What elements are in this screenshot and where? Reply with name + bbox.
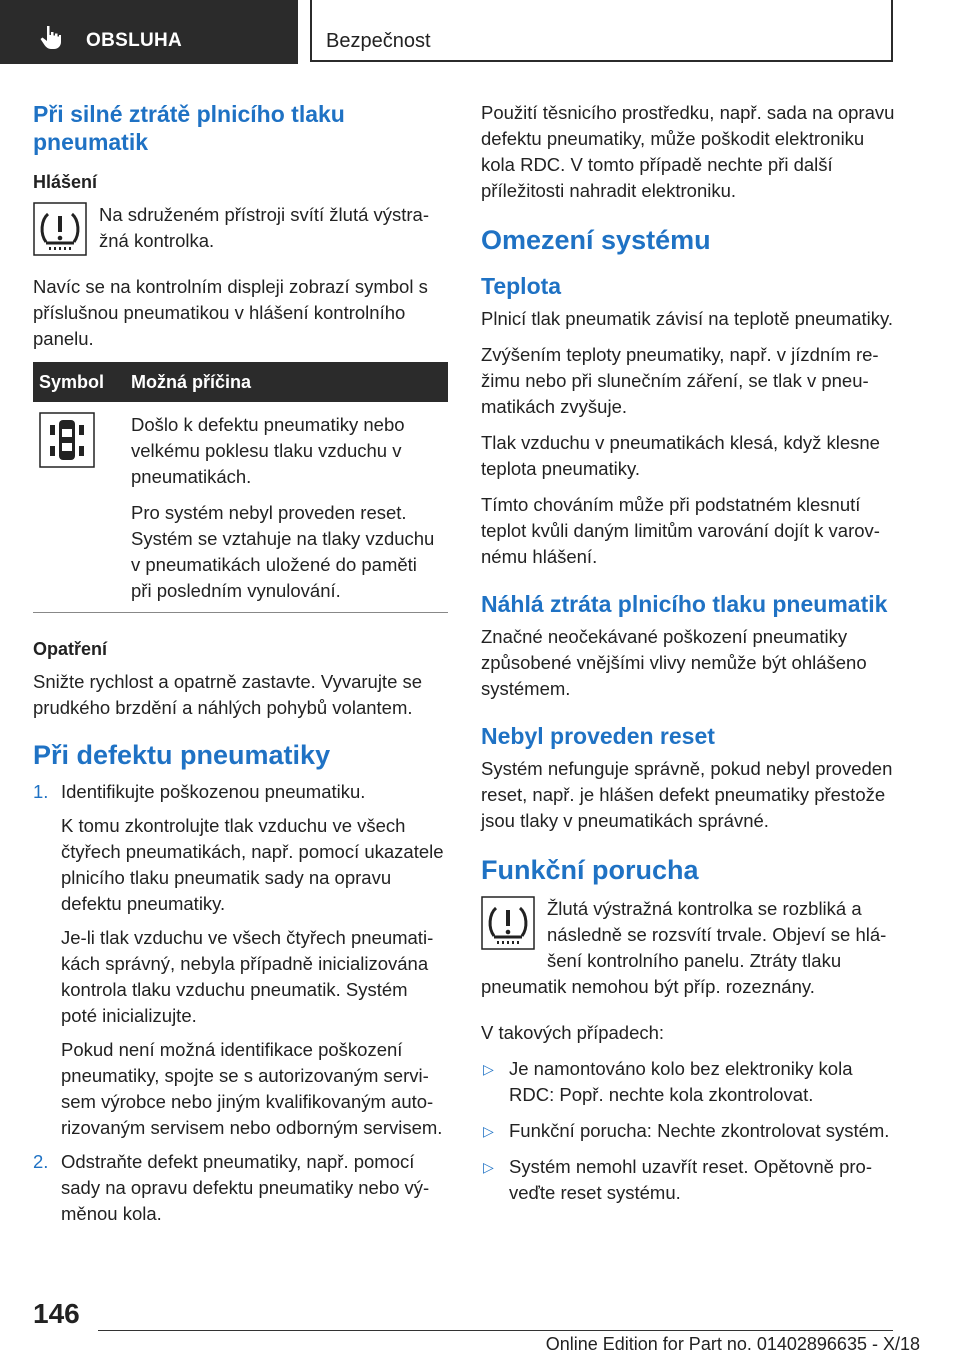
message-text: Na sdruženém přístroji svítí žlutá výstražná kontrolka. — [99, 204, 430, 251]
table-header-symbol: Symbol — [33, 362, 125, 402]
steps-list — [33, 779, 448, 1227]
car-tires-icon — [39, 412, 95, 468]
step-detail: Je-li tlak vzduchu ve všech čtyřech pneumatikách správný, nebyla případně inicializována kontrola tlaku vzduchu pneumatik. Systém poté inicializujte. — [61, 927, 434, 1026]
heading-pressure-loss: Při silné ztrátě plnicího tlaku pneumatik — [33, 101, 345, 155]
edition-text: Online Edition for Part no. 01402896635 - X/18 — [545, 1334, 920, 1354]
malfunction-text-cont: pneumatik nemohou být příp. rozeznány. — [481, 976, 815, 997]
triangle-bullet-icon: ▷ — [483, 1061, 494, 1077]
cause-text-1: Došlo k defektu pneumatiky nebo velkému poklesu tlaku vzduchu v pneumatikách. — [131, 414, 405, 487]
table-header-cause: Možná příčina — [125, 362, 448, 402]
footer-edition — [546, 1334, 920, 1355]
hand-pointer-icon — [38, 24, 64, 50]
sealant-text: Použití těsnicího prostředku, např. sada na opravu defektu pneumatiky, může poškodit elektroniku kola RDC. V tomto případě nechte při další příležitosti nahradit elektroniku. — [481, 102, 895, 201]
table-row — [33, 402, 448, 613]
page-number: 146 — [33, 1298, 80, 1329]
malfunction-row — [481, 896, 896, 974]
list-item — [33, 1149, 448, 1227]
step-main: Identifikujte poškozenou pneumatiku. — [61, 781, 366, 802]
list-item: ▷ Systém nemohl uzavřít reset. Opětovně proveďte reset systému. — [483, 1156, 872, 1203]
list-item: ▷ Je namontováno kolo bez elektroniky kola RDC: Popř. nechte kola zkontrolovat. — [483, 1058, 853, 1105]
right-column — [481, 100, 896, 1216]
heading-system-limits: Omezení systému — [481, 225, 711, 255]
heading-sudden-loss: Náhlá ztráta plnicího tlaku pneumatik — [481, 591, 888, 617]
message-row — [33, 202, 448, 264]
heading-tire-defect: Při defektu pneumatiky — [33, 740, 331, 770]
footer-divider — [98, 1330, 893, 1331]
section-tab — [0, 0, 298, 64]
no-reset-text: Systém nefunguje správně, pokud nebyl proveden reset, např. je hlášen defekt pneumatiky přestože jsou tlaky v pneumatikách správné. — [481, 758, 893, 831]
step-detail: Pokud není možná identifikace poškození pneumatiky, spojte se s autorizovaným servisem výrobce nebo jiným kvalifikovaným autorizovaným servisem nebo odborným servisem. — [61, 1039, 443, 1138]
section-label: OBSLUHA — [86, 30, 183, 51]
step-number: 2. — [33, 1151, 49, 1172]
heading-no-reset: Nebyl proveden reset — [481, 723, 715, 749]
left-column — [33, 100, 448, 1235]
malfunction-text: Žlutá výstražná kontrolka se rozbliká a následně se rozsvítí trvale. Objeví se hlášení kontrolního panelu. Ztráty tlaku — [547, 898, 887, 971]
tire-warning-icon — [481, 896, 535, 974]
temperature-text: Tlak vzduchu v pneumatikách klesá, když klesne teplota pneumatiky. — [481, 432, 880, 479]
list-item — [33, 779, 448, 1141]
triangle-bullet-icon: ▷ — [483, 1123, 494, 1139]
chapter-label: Bezpečnost — [326, 30, 431, 52]
step-main: Odstraňte defekt pneumatiky, např. pomocí sady na opravu defektu pneumatiky nebo výměnou kola. — [61, 1151, 430, 1224]
heading-temperature: Teplota — [481, 273, 562, 299]
cases-intro: V takových případech: — [481, 1022, 665, 1043]
sudden-loss-text: Značné neočekávané poškození pneumatiky způsobené vnějšími vlivy nemůže být ohlášeno systémem. — [481, 626, 867, 699]
heading-malfunction: Funkční porucha — [481, 855, 699, 885]
cases-list — [481, 1056, 896, 1206]
step-number: 1. — [33, 781, 49, 802]
measures-text: Snižte rychlost a opatrně zastavte. Vyvarujte se prudkého brzdění a náhlých pohybů volantem. — [33, 671, 423, 718]
temperature-text: Zvýšením teploty pneumatiky, např. v jízdním režimu nebo při slunečním záření, se tlak v pneumatikách zvyšuje. — [481, 344, 879, 417]
symbol-table — [33, 362, 448, 613]
cause-text-2: Pro systém nebyl proveden reset. Systém se vztahuje na tlaky vzduchu v pneumatikách uložené do paměti při posledním vynulování. — [131, 502, 435, 601]
step-detail: K tomu zkontrolujte tlak vzduchu ve všech čtyřech pneumatikách, např. pomocí ukazatele plnicího tlaku pneumatik sady na opravu defektu pneumatiky. — [61, 815, 444, 914]
heading-measures: Opatření — [33, 639, 108, 659]
chapter-tab — [310, 0, 893, 62]
triangle-bullet-icon: ▷ — [483, 1159, 494, 1175]
heading-message: Hlášení — [33, 172, 98, 192]
temperature-text: Tímto chováním může při podstatném klesnutí teplot kvůli daným limitům varování dojít k varovnému hlášení. — [481, 494, 880, 567]
temperature-text: Plnicí tlak pneumatik závisí na teplotě pneumatiky. — [481, 308, 894, 329]
list-item: ▷ Funkční porucha: Nechte zkontrolovat systém. — [481, 1118, 896, 1144]
message-extra-text: Navíc se na kontrolním displeji zobrazí symbol s příslušnou pneumatikou v hlášení kontrolního panelu. — [33, 276, 428, 349]
tire-warning-icon — [33, 202, 87, 264]
